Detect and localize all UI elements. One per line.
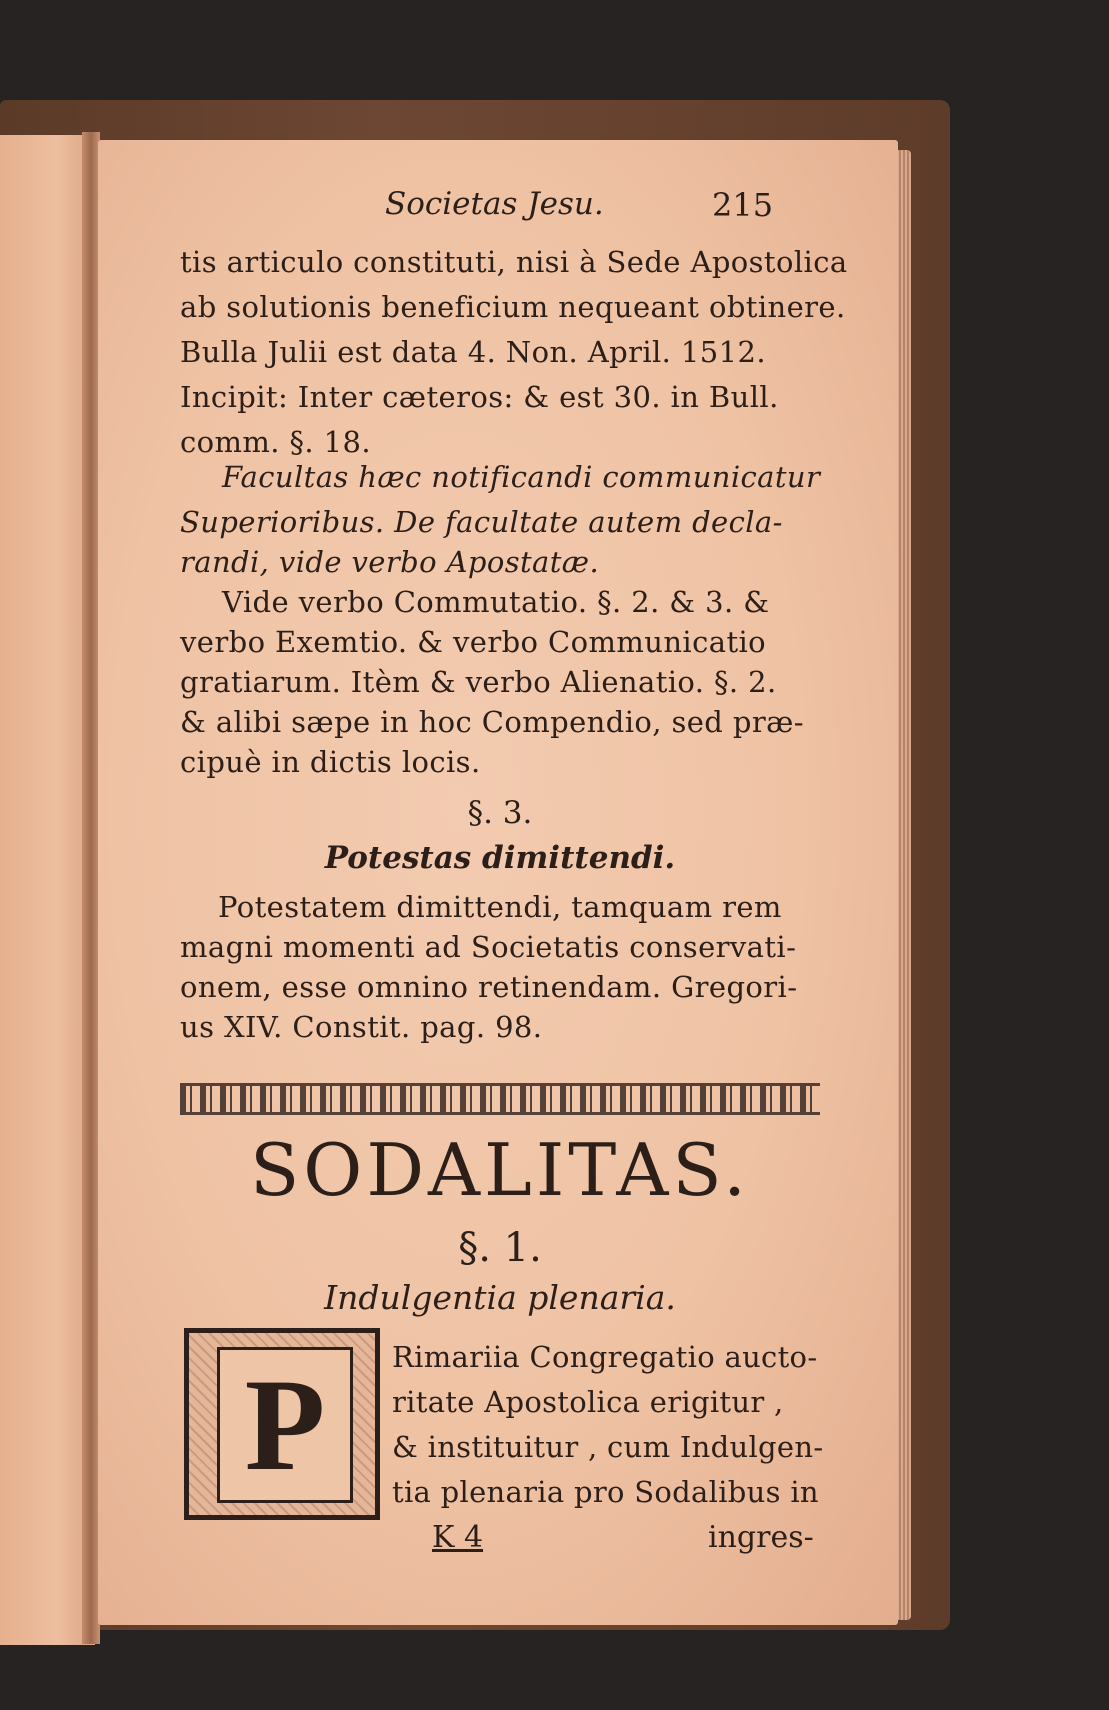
section-number: §. 1. [458,1225,542,1271]
section-heading: Potestas dimittendi. [324,840,676,876]
decorative-border-ornament [180,1083,820,1115]
text-line: Facultas hæc notificandi communicatur [222,460,821,494]
running-header: Societas Jesu. [385,186,604,222]
text-line: Potestatem dimittendi, tamquam rem [218,890,782,924]
text-line: comm. §. 18. [180,425,371,459]
decorated-initial [184,1328,380,1520]
text-line: Superioribus. De facultate autem decla- [180,505,783,539]
text-line: ritate Apostolica erigitur , [392,1385,784,1419]
text-line: tis articulo constituti, nisi à Sede Apostolica [180,245,848,279]
text-line: us XIV. Constit. pag. 98. [180,1010,543,1044]
section-number: §. 3. [467,795,533,831]
text-line: & alibi sæpe in hoc Compendio, sed præ- [180,705,804,739]
text-line: ab solutionis beneficium nequeant obtinere. [180,290,846,324]
page-number: 215 [712,186,774,224]
text-line: gratiarum. Itèm & verbo Alienatio. §. 2. [180,665,777,699]
text-line: Rimariia Congregatio aucto- [392,1340,818,1374]
text-line: Bulla Julii est data 4. Non. April. 1512. [180,335,766,369]
text-line: tia plenaria pro Sodalibus in [392,1475,819,1509]
text-line: magni momenti ad Societatis conservati- [180,930,797,964]
text-line: verbo Exemtio. & verbo Communicatio [180,625,767,659]
text-line: & instituitur , cum Indulgen- [392,1430,824,1464]
text-line: Incipit: Inter cæteros: & est 30. in Bull. [180,380,779,414]
text-line: cipuè in dictis locis. [180,745,481,779]
text-line: Vide verbo Commutatio. §. 2. & 3. & [222,585,770,619]
signature-mark: K 4 [432,1520,484,1555]
initial-letter: P [217,1347,353,1503]
text-line: onem, esse omnino retinendam. Gregori- [180,970,798,1004]
text-line: randi, vide verbo Apostatæ. [180,545,600,579]
section-heading: Indulgentia plenaria. [324,1278,676,1317]
left-page-edge [0,135,95,1645]
catchword: ingres- [708,1520,814,1555]
chapter-title: SODALITAS. [249,1128,751,1212]
